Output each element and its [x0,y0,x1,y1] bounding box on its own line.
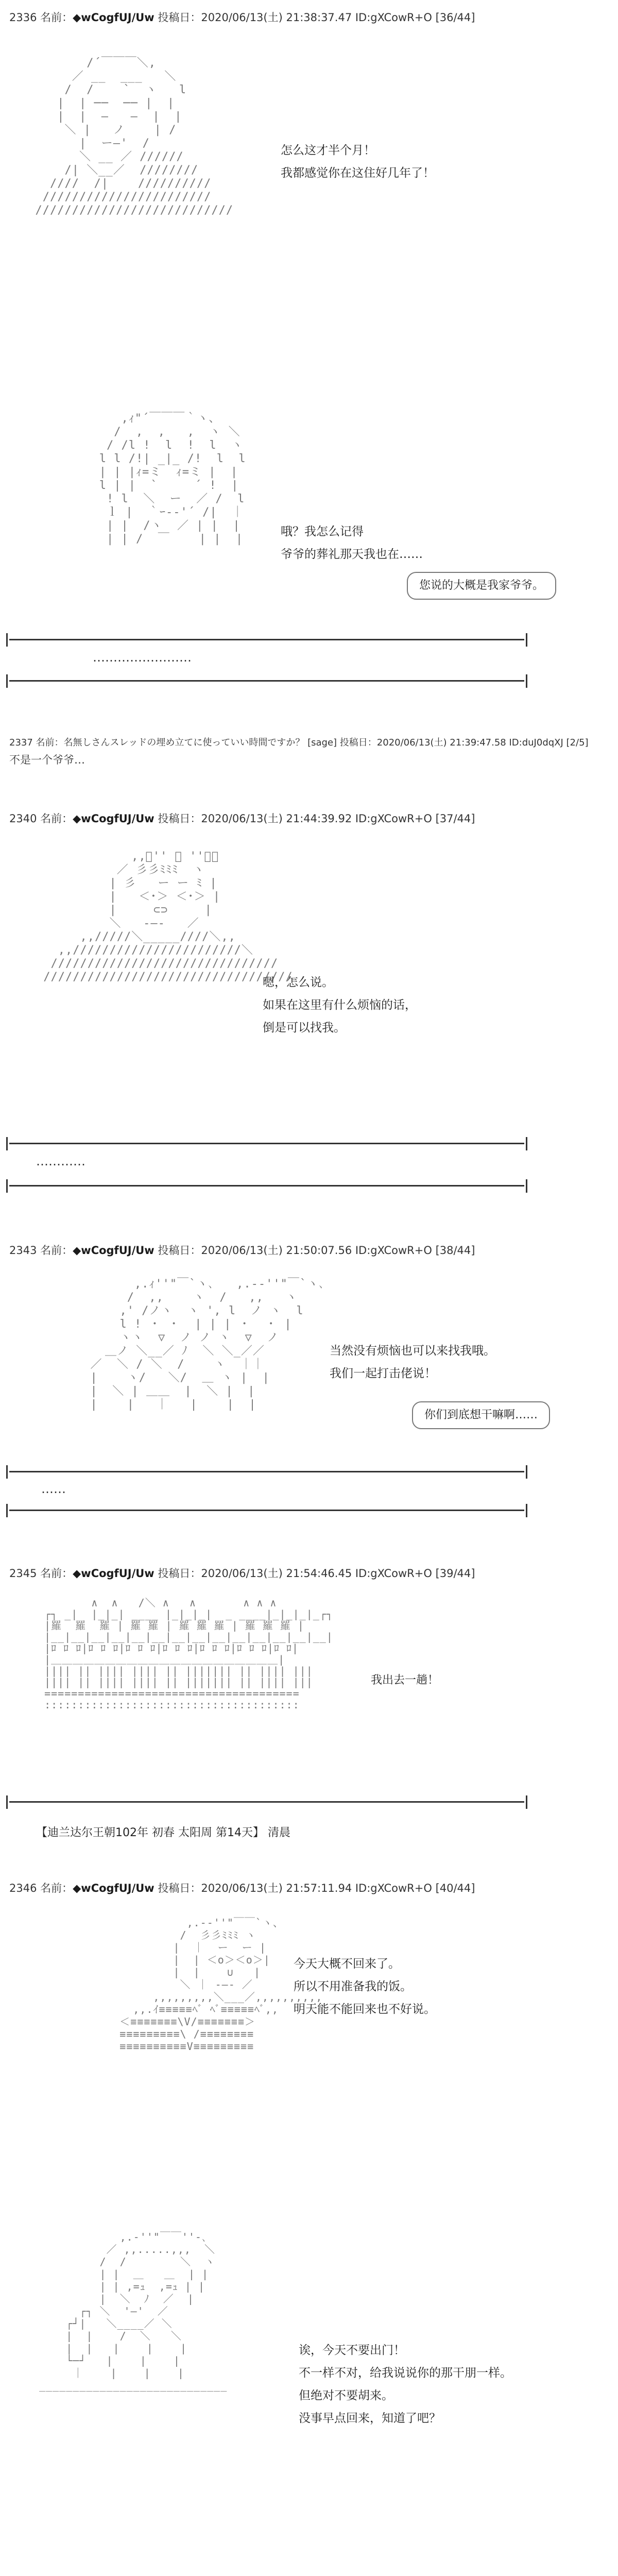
speech-bubble: 你们到底想干嘛啊…… [412,1401,550,1429]
poster-trip[interactable]: ◆wCogfUJ/Uw [73,1882,154,1894]
ascii-art-young-man: ,.-‐''"￣￣`ヽ、 / 彡彡ﾐﾐﾐ ヽ | ｜ ー ー | | | ＜o＞＜o＞| | | ∪ | ＼ ｜ ‐―‐ ／ ,,,,,,,,,＼___／,,,,,,,,,, ,,.ｲ≡≡≡≡≡ﾍﾞ ﾍﾞ≡≡≡≡≡ﾍﾞ,, ＜≡≡≡≡≡≡≡\V/≡≡≡≡≡≡≡＞ ≡≡≡≡≡≡≡≡≡\ /≡≡≡≡≡≡≡≡ ≡≡≡≡≡≡≡≡≡≡V≡≡≡≡≡≡≡≡≡ [119,1917,323,2053]
ascii-art-castle: ∧ ∧ /＼ ∧ ∧ ∧ ∧ ∧ ┌┐ _| |_|_| ____ |_|_|_| _ ____|_|_|_|_┌┐ |羅 羅 羅 | 羅 羅 | 羅 羅 羅 | 羅 羅 羅 | |__|__|__|__|__|__|__|__|__|__|__|__|__|__| |ﾛ ﾛ ﾛ|ﾛ ﾛ ﾛ|ﾛ ﾛ ﾛ|ﾛ ﾛ ﾛ|ﾛ ﾛ ﾛ|ﾛ ﾛ ﾛ|ﾛ ﾛ| |＿＿＿＿＿＿＿＿＿＿＿＿＿＿＿＿＿＿＿＿＿| |||| || |||| |||| || ||||||| || |||| ||| |||| || |||| |||| || ||||||| || |||| ||| ====================================== :::::::::::::::::::::::::::::::::::::: [44,1597,333,1711]
poster-trip[interactable]: ◆wCogfUJ/Uw [73,1244,154,1257]
speech-line: 所以不用准备我的饭。 [294,1980,412,1993]
ascii-art-girl: ,ｨ"´￣￣￣｀ヽ、 / , , , ヽ ＼ / /l ! l ! l ヽ l l /!| _|_ /! l l | | |ｨ=ミ ｨ=ミ | | l | | ` ´ ! | ! l ＼ ー ／ / l ｌ | ｀ｰ-‐'´ /| ｜ | | /ヽ ／ | | | | | / ￣ | | | [99,412,246,546]
post-number: 2340 [9,812,37,825]
post-number: 2337 [9,737,33,748]
speech-bubble: 您说的大概是我家爷爷。 [407,572,556,600]
divider [9,639,524,640]
post-date: 投稿日：2020/06/13(土) 21:50:07.56 ID:gXCowR+O [38/44] [158,1244,475,1257]
poster-trip[interactable]: ◆wCogfUJ/Uw [73,812,154,825]
ellipsis: …………………… [93,650,192,665]
divider [9,1185,524,1187]
post-header-2343 [9,1243,475,1258]
post-number: 2343 [9,1244,37,1257]
speech-line: 哦？我怎么记得 [281,525,364,538]
name-label: 名前： [40,1882,73,1894]
post-date: 投稿日：2020/06/13(土) 21:57:11.94 ID:gXCowR+O [40/44] [158,1882,475,1894]
divider [9,680,524,682]
speech-lines-b [299,2339,512,2430]
post-date: 投稿日：2020/06/13(土) 21:54:46.45 ID:gXCowR+O [39/44] [158,1567,475,1580]
post-header-2337 [9,736,589,750]
speech-lines-a [294,1953,436,2021]
speech-lines-b [281,520,423,566]
post-header-2336 [9,10,475,25]
post-date: 投稿日：2020/06/13(土) 21:44:39.92 ID:gXCowR+O [37/44] [158,812,475,825]
scene-caption: 【迪兰达尔王朝102年 初春 太阳周 第14天】 清晨 [36,1826,290,1839]
speech-line: 倒是可以找我。 [263,1021,346,1035]
shout-text: 我出去一趟！ [371,1674,439,1687]
post-header-2346 [9,1881,475,1895]
divider [9,1143,524,1144]
ellipsis: ………… [36,1154,85,1168]
ellipsis: …… [41,1482,66,1496]
post-header-2345 [9,1566,475,1581]
name-label: 名前： [40,11,73,24]
speech-line: 嗯，怎么说。 [263,976,334,989]
poster-name: 名無しさんスレッドの埋め立てに使っていい時間ですか？ [63,737,305,748]
ascii-art-man: /´￣￣￣＼, ／ __ ___ ＼ / / ` ヽ l | | ── ── | | | | ― ― | | ＼ | ノ | / | ー―' / ＼ __ ／ ////// /| ＼__／ //////// //// /| ////////// /////////////////////// /////////////////////////// [35,57,234,217]
post-number: 2345 [9,1567,37,1580]
divider [9,1801,524,1803]
name-label: 名前： [36,737,64,748]
post-number: 2346 [9,1882,37,1894]
speech-line: 没事早点回来，知道了吧？ [299,2412,441,2425]
speech-line: 当然没有烦恼也可以来找我哦。 [330,1344,495,1358]
speech-lines-a [281,139,435,184]
ascii-art-man2: ,,ﾞ'' ＾ ''ｰ､ ／ 彡彡ﾐﾐﾐ ヽ | 彡 ー ー ﾐ | | ＜･＞ ＜･＞ | | ⊂⊃ | ＼ ‐―‐ ／ ,,/////＼_____////＼,, ,,///////////////////////＼ /////////////////////////////// ////////////////////////////////// [43,850,293,984]
poster-trip[interactable]: ◆wCogfUJ/Uw [73,11,154,24]
speech-line: 诶，今天不要出门！ [299,2344,405,2357]
speech-line: 爷爷的葬礼那天我也在…… [281,548,423,561]
ascii-art-two-people: ,.ｨ''"￣`ヽ､ ,.-‐''"￣`ヽ､ / ,, ヽ / ,, ヽ ,' /ノヽ ヽ ', l ノ ヽ l l ! ・ ・ | | | ・ ・ | ヽヽ ▽ ノ ノ ヽ ▽ ノ ＿ノ ＼__／ ﾉ ＼ ＼_／／ ／ ＼ / ＼ / ヽ ｜｜ | ヽ/ ＼/ ＿ ヽ | | | ＼ | ＿＿ | ＼ | | | | ｜ | | | [90,1278,325,1411]
speech-lines [330,1340,495,1385]
name-label: 名前： [40,812,73,825]
name-label: 名前： [40,1567,73,1580]
speech-line: 我们一起打击佬说！ [330,1367,436,1380]
post-number: 2336 [9,11,37,24]
speech-line: 明天能不能回来也不好说。 [294,2003,436,2016]
speech-line: 但绝对不要胡来。 [299,2389,393,2402]
speech-line: 我都感觉你在这住好几年了！ [281,166,435,180]
divider [9,1510,524,1511]
poster-trip[interactable]: ◆wCogfUJ/Uw [73,1567,154,1580]
speech-line: 如果在这里有什么烦恼的话， [263,998,417,1012]
speech-line: 不一样不对，给我说说你的那干朋一样。 [299,2366,512,2380]
speech-line: 怎么这才半个月！ [281,144,375,157]
divider [9,1471,524,1472]
post-date: [sage] 投稿日：2020/06/13(土) 21:39:47.58 ID:duJ0dqXJ [2/5] [307,737,589,748]
name-label: 名前： [40,1244,73,1257]
reply-text: 不是一个爷爷… [9,754,85,766]
post-date: 投稿日：2020/06/13(土) 21:38:37.47 ID:gXCowR+O [36/44] [158,11,475,24]
post-header-2340 [9,811,475,826]
speech-line: 今天大概不回来了。 [294,1957,400,1971]
speech-lines [263,971,417,1039]
ascii-art-old-man: ,.-''"￣￣''-､ ／ ,,.....,,, ＼ / / ＼ ヽ | | ＿ ＿ | | | | ,=ｭ ,=ｭ | | | ＼ ﾉ ／ | ┌┐ ＼ '―' ／ ┌┘| ＼____／ ＼ | | / ＼ ＼ | | | | | └─┘ | | | ｜ | | | ____________________________ [39,2231,228,2392]
